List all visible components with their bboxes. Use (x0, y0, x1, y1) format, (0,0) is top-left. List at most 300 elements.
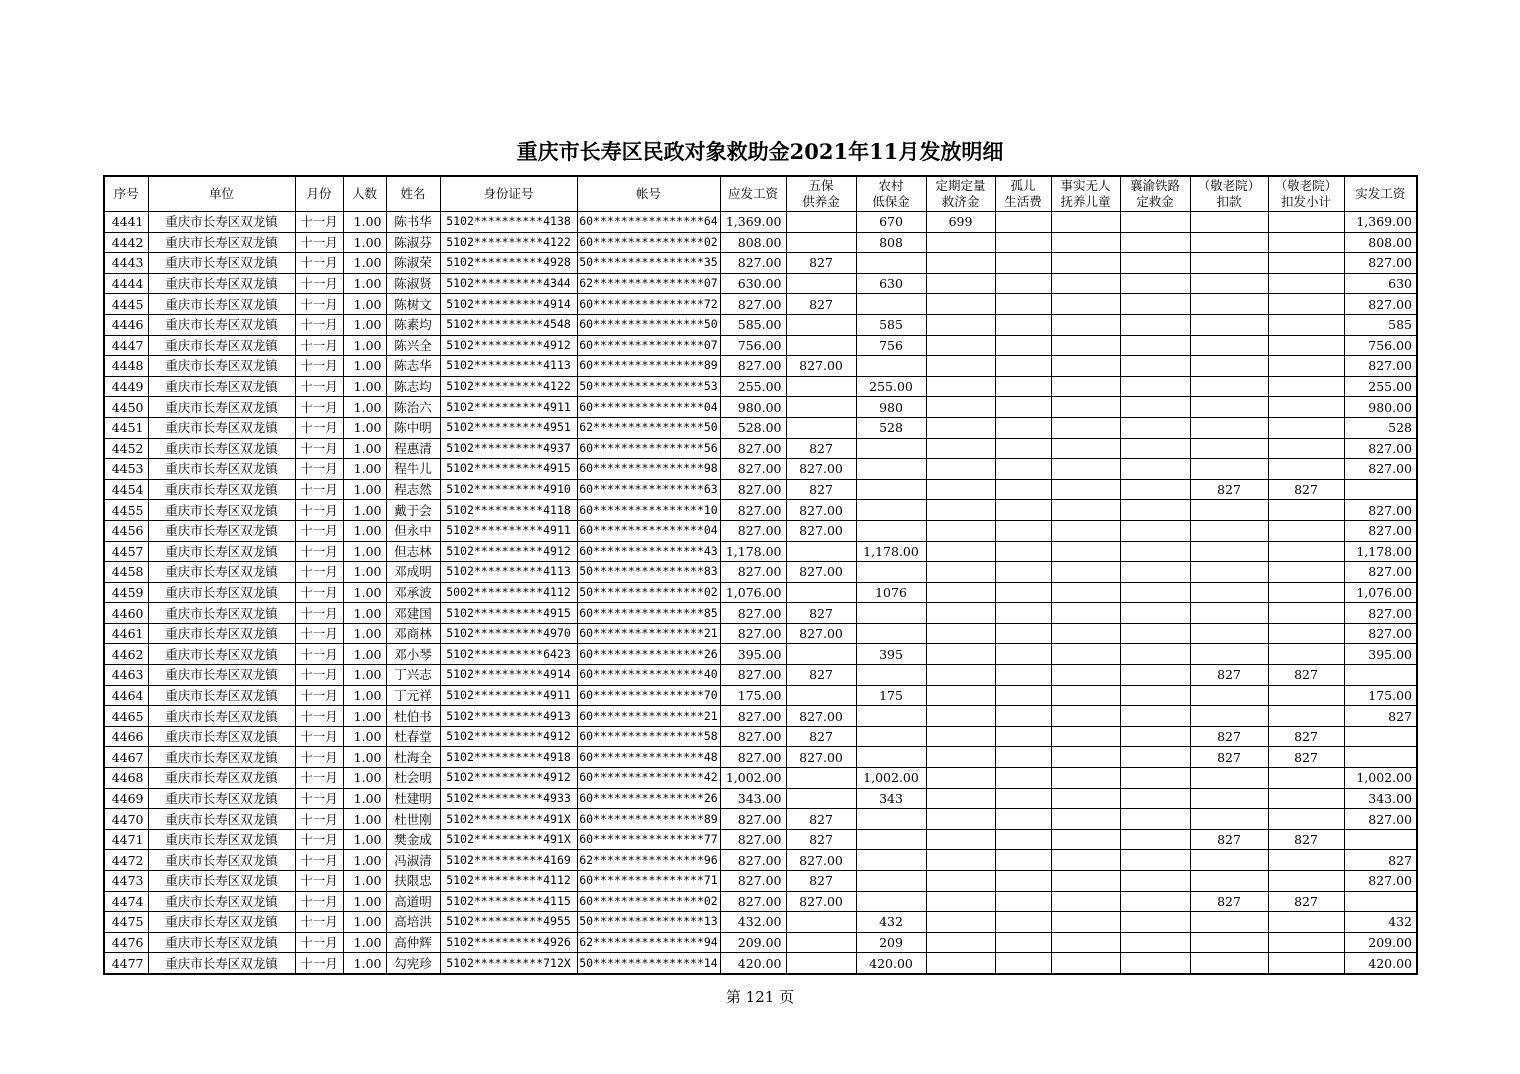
table-cell (786, 397, 856, 418)
table-cell: 827.00 (786, 850, 856, 871)
table-cell: 4442 (104, 232, 148, 253)
table-cell (1190, 768, 1268, 789)
table-cell: 1.00 (343, 788, 386, 809)
table-cell: 重庆市长寿区双龙镇 (148, 871, 295, 892)
table-cell (1268, 397, 1344, 418)
table-cell: 50****************53 (577, 376, 720, 397)
table-cell: 重庆市长寿区双龙镇 (148, 809, 295, 830)
table-cell: 十一月 (295, 356, 343, 377)
table-cell: 十一月 (295, 665, 343, 686)
table-cell: 827.00 (720, 871, 786, 892)
table-cell (926, 541, 995, 562)
table-cell: 1,076.00 (720, 582, 786, 603)
table-cell: 5102**********4955 (440, 912, 577, 933)
table-cell: 60****************21 (577, 706, 720, 727)
table-cell: 50****************35 (577, 253, 720, 274)
table-cell (1344, 747, 1417, 768)
table-cell (856, 562, 926, 583)
table-cell: 4469 (104, 788, 148, 809)
table-cell (1268, 953, 1344, 974)
table-cell: 1.00 (343, 438, 386, 459)
table-cell: 5102**********4912 (440, 335, 577, 356)
table-cell: 重庆市长寿区双龙镇 (148, 212, 295, 233)
table-cell (1051, 479, 1120, 500)
table-cell: 1.00 (343, 623, 386, 644)
table-cell: 1.00 (343, 809, 386, 830)
table-cell (1268, 417, 1344, 438)
table-cell: 60****************43 (577, 541, 720, 562)
table-cell: 827.00 (720, 623, 786, 644)
table-cell (1268, 212, 1344, 233)
table-cell (1190, 706, 1268, 727)
table-cell: 827.00 (1344, 356, 1417, 377)
table-row (104, 603, 1417, 624)
table-cell: 60****************07 (577, 335, 720, 356)
table-row (104, 459, 1417, 480)
table-cell: 4476 (104, 932, 148, 953)
table-cell (1051, 459, 1120, 480)
table-cell: 5102**********4113 (440, 356, 577, 377)
table-cell (1190, 438, 1268, 459)
table-cell: 陈兴全 (386, 335, 440, 356)
table-cell (1120, 912, 1190, 933)
table-cell: 4450 (104, 397, 148, 418)
table-cell (1051, 314, 1120, 335)
table-cell (995, 829, 1051, 850)
table-cell (1190, 685, 1268, 706)
table-cell: 邓建国 (386, 603, 440, 624)
table-cell: 5102**********4911 (440, 520, 577, 541)
table-cell: 827.00 (720, 253, 786, 274)
table-cell: 827.00 (720, 603, 786, 624)
table-row (104, 376, 1417, 397)
table-cell: 60****************70 (577, 685, 720, 706)
table-cell (1268, 294, 1344, 315)
table-cell: 十一月 (295, 953, 343, 974)
table-cell (856, 356, 926, 377)
table-cell: 4474 (104, 891, 148, 912)
table-cell: 827.00 (786, 562, 856, 583)
table-cell: 60****************21 (577, 623, 720, 644)
table-cell (1120, 582, 1190, 603)
table-cell (926, 417, 995, 438)
table-cell: 1.00 (343, 459, 386, 480)
table-cell: 827.00 (720, 809, 786, 830)
table-cell: 827 (786, 253, 856, 274)
table-cell (1051, 273, 1120, 294)
table-cell: 4441 (104, 212, 148, 233)
table-cell: 827.00 (1344, 253, 1417, 274)
table-cell (1051, 376, 1120, 397)
table-row (104, 788, 1417, 809)
table-cell: 827 (786, 294, 856, 315)
table-cell (1051, 232, 1120, 253)
table-cell (1268, 623, 1344, 644)
table-cell (856, 809, 926, 830)
table-cell: 5102**********4915 (440, 459, 577, 480)
table-cell: 420.00 (720, 953, 786, 974)
table-cell: 4457 (104, 541, 148, 562)
table-cell (1344, 829, 1417, 850)
table-cell: 630.00 (720, 273, 786, 294)
table-cell: 60****************10 (577, 500, 720, 521)
column-header-label: 抚养儿童 (1060, 194, 1111, 209)
table-cell: 4453 (104, 459, 148, 480)
table-cell (1051, 438, 1120, 459)
table-cell (1190, 850, 1268, 871)
table-cell (995, 747, 1051, 768)
table-cell (1190, 562, 1268, 583)
table-cell: 60****************72 (577, 294, 720, 315)
column-header-label: 救济金 (941, 194, 980, 209)
table-row (104, 541, 1417, 562)
table-cell: 邓承波 (386, 582, 440, 603)
relief-payment-table (103, 175, 1418, 975)
table-row (104, 829, 1417, 850)
table-cell: 十一月 (295, 891, 343, 912)
table-cell (1120, 768, 1190, 789)
table-cell (856, 726, 926, 747)
table-cell: 5102**********4928 (440, 253, 577, 274)
table-cell (1051, 685, 1120, 706)
table-cell (926, 665, 995, 686)
table-cell (1268, 912, 1344, 933)
table-cell (926, 932, 995, 953)
table-cell: 827 (1268, 665, 1344, 686)
table-cell (1051, 417, 1120, 438)
table-cell (1120, 829, 1190, 850)
table-cell (1051, 541, 1120, 562)
table-cell: 陈树文 (386, 294, 440, 315)
table-cell (1120, 417, 1190, 438)
table-cell: 60****************89 (577, 356, 720, 377)
table-cell: 杜建明 (386, 788, 440, 809)
table-cell (926, 623, 995, 644)
table-row (104, 685, 1417, 706)
table-cell: 60****************98 (577, 459, 720, 480)
table-cell: 重庆市长寿区双龙镇 (148, 665, 295, 686)
table-cell (1120, 500, 1190, 521)
table-cell: 827 (786, 829, 856, 850)
table-cell (995, 932, 1051, 953)
table-cell: 十一月 (295, 417, 343, 438)
table-cell: 60****************64 (577, 212, 720, 233)
table-cell: 冯淑清 (386, 850, 440, 871)
table-cell: 60****************42 (577, 768, 720, 789)
table-cell: 十一月 (295, 788, 343, 809)
table-cell: 5102**********4910 (440, 479, 577, 500)
table-cell (926, 747, 995, 768)
table-cell (786, 685, 856, 706)
table-cell: 1.00 (343, 212, 386, 233)
table-cell: 4451 (104, 417, 148, 438)
table-cell (1120, 294, 1190, 315)
table-cell: 60****************04 (577, 520, 720, 541)
table-cell (856, 623, 926, 644)
table-cell: 1.00 (343, 541, 386, 562)
table-cell (1120, 253, 1190, 274)
table-cell: 585.00 (720, 314, 786, 335)
table-row (104, 809, 1417, 830)
table-cell (995, 788, 1051, 809)
table-cell: 827 (786, 871, 856, 892)
table-cell: 重庆市长寿区双龙镇 (148, 747, 295, 768)
table-cell: 5102**********491X (440, 829, 577, 850)
table-cell: 5102**********4912 (440, 726, 577, 747)
table-cell: 1.00 (343, 850, 386, 871)
table-cell: 1,178.00 (856, 541, 926, 562)
table-cell: 827.00 (720, 438, 786, 459)
table-cell (926, 562, 995, 583)
table-cell (1190, 932, 1268, 953)
table-cell (1120, 603, 1190, 624)
table-cell: 十一月 (295, 747, 343, 768)
table-cell: 1.00 (343, 747, 386, 768)
table-cell (926, 273, 995, 294)
table-cell: 1.00 (343, 232, 386, 253)
table-cell: 重庆市长寿区双龙镇 (148, 912, 295, 933)
table-cell: 重庆市长寿区双龙镇 (148, 397, 295, 418)
table-cell: 5102**********4112 (440, 871, 577, 892)
table-cell: 樊金成 (386, 829, 440, 850)
table-cell: 60****************50 (577, 314, 720, 335)
table-cell: 陈书华 (386, 212, 440, 233)
table-cell: 十一月 (295, 603, 343, 624)
table-cell: 60****************56 (577, 438, 720, 459)
table-cell: 重庆市长寿区双龙镇 (148, 232, 295, 253)
table-cell (1051, 294, 1120, 315)
table-cell (995, 253, 1051, 274)
table-cell (995, 520, 1051, 541)
table-cell: 4452 (104, 438, 148, 459)
table-cell (995, 644, 1051, 665)
table-cell (1120, 623, 1190, 644)
table-cell (1268, 232, 1344, 253)
table-cell (926, 768, 995, 789)
table-cell (1190, 356, 1268, 377)
table-cell (1120, 438, 1190, 459)
table-cell: 5102**********4912 (440, 768, 577, 789)
table-cell: 4443 (104, 253, 148, 274)
table-cell (995, 356, 1051, 377)
table-cell: 重庆市长寿区双龙镇 (148, 603, 295, 624)
table-cell: 重庆市长寿区双龙镇 (148, 273, 295, 294)
table-cell: 827 (786, 665, 856, 686)
table-cell: 1.00 (343, 582, 386, 603)
table-row (104, 953, 1417, 974)
table-cell (856, 871, 926, 892)
table-cell: 重庆市长寿区双龙镇 (148, 644, 295, 665)
table-cell (856, 829, 926, 850)
table-cell: 4470 (104, 809, 148, 830)
table-cell (995, 603, 1051, 624)
table-cell (1120, 871, 1190, 892)
table-cell: 1.00 (343, 397, 386, 418)
table-cell: 邓小琴 (386, 644, 440, 665)
table-cell: 重庆市长寿区双龙镇 (148, 479, 295, 500)
table-row (104, 623, 1417, 644)
table-cell (995, 314, 1051, 335)
table-cell (1051, 665, 1120, 686)
column-header-label: 定期定量 (935, 178, 986, 193)
table-cell: 十一月 (295, 376, 343, 397)
table-cell: 十一月 (295, 459, 343, 480)
table-cell (1051, 356, 1120, 377)
table-cell (995, 850, 1051, 871)
table-cell: 808.00 (720, 232, 786, 253)
table-cell (1268, 788, 1344, 809)
table-cell (1190, 953, 1268, 974)
table-cell (995, 376, 1051, 397)
table-cell: 1.00 (343, 871, 386, 892)
table-cell: 陈淑荣 (386, 253, 440, 274)
table-cell: 827 (786, 438, 856, 459)
table-cell (1190, 397, 1268, 418)
column-header (577, 176, 720, 212)
table-cell (1120, 788, 1190, 809)
column-header-label: 扣款 (1216, 194, 1242, 209)
table-cell: 陈素均 (386, 314, 440, 335)
table-cell: 50****************02 (577, 582, 720, 603)
table-cell: 5102**********4138 (440, 212, 577, 233)
table-cell: 重庆市长寿区双龙镇 (148, 562, 295, 583)
table-cell: 60****************26 (577, 644, 720, 665)
table-cell: 5102**********6423 (440, 644, 577, 665)
table-cell (995, 623, 1051, 644)
table-cell: 重庆市长寿区双龙镇 (148, 829, 295, 850)
table-cell: 175 (856, 685, 926, 706)
table-cell (786, 417, 856, 438)
table-cell (926, 335, 995, 356)
table-cell: 重庆市长寿区双龙镇 (148, 294, 295, 315)
table-cell (1120, 891, 1190, 912)
table-cell: 十一月 (295, 541, 343, 562)
table-cell (1268, 253, 1344, 274)
table-cell: 4464 (104, 685, 148, 706)
column-header-label: 供养金 (802, 194, 840, 209)
table-cell (995, 726, 1051, 747)
table-cell (1120, 726, 1190, 747)
table-cell: 4468 (104, 768, 148, 789)
table-cell (1190, 335, 1268, 356)
table-cell: 827.00 (1344, 871, 1417, 892)
table-cell (995, 685, 1051, 706)
table-cell: 5102**********4912 (440, 541, 577, 562)
table-cell: 十一月 (295, 871, 343, 892)
table-cell (995, 397, 1051, 418)
table-cell: 十一月 (295, 829, 343, 850)
table-cell: 5102**********4915 (440, 603, 577, 624)
column-header (786, 176, 856, 212)
column-header-label: 姓名 (400, 186, 426, 201)
table-cell: 827 (1190, 829, 1268, 850)
table-cell: 4456 (104, 520, 148, 541)
column-header-label: 序号 (113, 186, 139, 201)
table-cell (926, 809, 995, 830)
table-cell: 十一月 (295, 314, 343, 335)
table-cell (1190, 582, 1268, 603)
table-cell: 528 (1344, 417, 1417, 438)
table-cell (926, 644, 995, 665)
table-cell (1190, 541, 1268, 562)
table-cell: 756.00 (720, 335, 786, 356)
table-cell: 高仲辉 (386, 932, 440, 953)
table-cell: 1,002.00 (856, 768, 926, 789)
table-cell: 十一月 (295, 685, 343, 706)
table-cell: 255.00 (720, 376, 786, 397)
table-row (104, 397, 1417, 418)
table-cell: 重庆市长寿区双龙镇 (148, 520, 295, 541)
table-cell: 5102**********4113 (440, 562, 577, 583)
table-cell: 5102**********4344 (440, 273, 577, 294)
table-cell: 827.00 (1344, 809, 1417, 830)
table-cell: 827 (1268, 479, 1344, 500)
table-cell: 395.00 (720, 644, 786, 665)
table-row (104, 500, 1417, 521)
column-header (926, 176, 995, 212)
column-header (148, 176, 295, 212)
table-row (104, 768, 1417, 789)
table-cell: 827.00 (720, 706, 786, 727)
table-cell: 邓成明 (386, 562, 440, 583)
table-cell: 1.00 (343, 376, 386, 397)
table-cell (926, 376, 995, 397)
table-cell (995, 582, 1051, 603)
table-cell: 62****************07 (577, 273, 720, 294)
column-header-label: 人数 (351, 186, 377, 201)
table-cell: 585 (1344, 314, 1417, 335)
table-cell: 1.00 (343, 768, 386, 789)
table-cell (926, 891, 995, 912)
table-cell: 420.00 (1344, 953, 1417, 974)
table-row (104, 726, 1417, 747)
table-cell: 1,178.00 (720, 541, 786, 562)
table-cell: 1.00 (343, 603, 386, 624)
table-cell: 827.00 (720, 665, 786, 686)
table-cell (856, 850, 926, 871)
table-cell (926, 788, 995, 809)
table-cell: 重庆市长寿区双龙镇 (148, 623, 295, 644)
table-cell (926, 438, 995, 459)
table-cell (995, 541, 1051, 562)
column-header-label: 农村 (878, 178, 904, 193)
column-header (1120, 176, 1190, 212)
table-cell: 十一月 (295, 212, 343, 233)
table-cell: 980.00 (720, 397, 786, 418)
table-cell: 5102**********4122 (440, 376, 577, 397)
table-cell: 827.00 (786, 356, 856, 377)
table-cell: 60****************26 (577, 788, 720, 809)
table-cell: 扶限忠 (386, 871, 440, 892)
table-cell (1120, 520, 1190, 541)
table-cell (1190, 809, 1268, 830)
table-cell: 827.00 (720, 294, 786, 315)
table-cell (1051, 212, 1120, 233)
table-cell: 1,076.00 (1344, 582, 1417, 603)
table-cell (786, 953, 856, 974)
table-cell (1120, 376, 1190, 397)
table-cell: 程志然 (386, 479, 440, 500)
table-cell: 60****************58 (577, 726, 720, 747)
column-header (995, 176, 1051, 212)
table-cell: 重庆市长寿区双龙镇 (148, 459, 295, 480)
table-cell: 十一月 (295, 232, 343, 253)
table-cell (995, 459, 1051, 480)
table-cell (1051, 644, 1120, 665)
table-cell (786, 376, 856, 397)
table-cell (1051, 520, 1120, 541)
table-cell (926, 520, 995, 541)
